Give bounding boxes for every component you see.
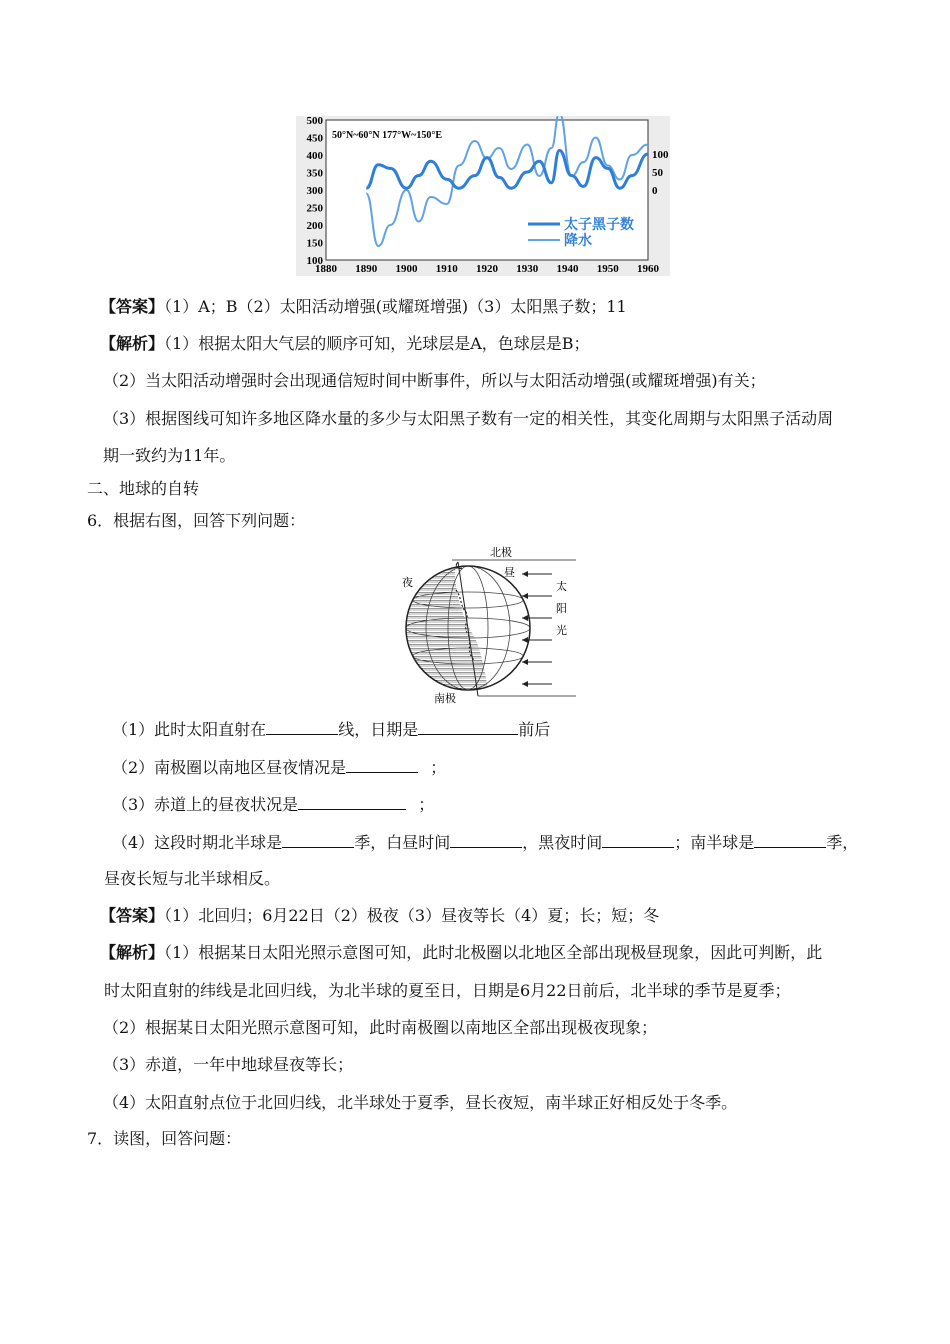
sunlight-label-1: 太 xyxy=(556,581,567,593)
legend-label-precipitation: 降水 xyxy=(564,234,592,249)
blank-field[interactable] xyxy=(602,831,674,848)
q6-sub2 xyxy=(112,756,446,779)
x-tick-label: 1940 xyxy=(556,263,579,275)
q6-analysis-1b: 时太阳直射的纬线是北回归线，为北半球的夏至日，日期是6月22日前后，北半球的季节是夏季； xyxy=(104,981,791,1000)
q6-sub1-text-b: 线，日期是 xyxy=(338,720,419,739)
analysis-text: （1）根据某日太阳光照示意图可知，此时北极圈以北地区全部出现极昼现象，因此可判断，此 xyxy=(164,943,823,962)
x-tick-label: 1950 xyxy=(596,263,619,275)
south-pole-label: 南极 xyxy=(434,693,456,705)
analysis-tag: 【解析】 xyxy=(100,334,165,353)
q6-sub3-text-a: （3）赤道上的昼夜状况是 xyxy=(112,795,299,814)
x-tick-label: 1960 xyxy=(637,263,659,275)
night-label: 夜 xyxy=(402,577,413,589)
blank-field[interactable] xyxy=(418,718,518,735)
q6-sub4-text-b: 季，白昼时间 xyxy=(354,833,451,852)
q6-sub4-text-e: 季， xyxy=(826,833,859,852)
q6-sub2-text-b: ； xyxy=(430,758,447,777)
left-tick-label: 150 xyxy=(306,237,323,250)
q7-stem: 7．读图，回答问题： xyxy=(87,1129,242,1148)
q6-sub1 xyxy=(112,718,550,741)
sunlight-label-3: 光 xyxy=(556,625,567,637)
x-tick-label: 1880 xyxy=(315,263,337,275)
blank-field[interactable] xyxy=(346,756,418,773)
blank-field[interactable] xyxy=(266,718,338,735)
section-title: 二、地球的自转 xyxy=(87,479,200,498)
q6-sub3 xyxy=(112,793,434,816)
q6-sub1-text-c: 前后 xyxy=(518,720,551,739)
arrow-head xyxy=(522,571,528,577)
legend-label-sunspot: 太子黑子数 xyxy=(564,218,634,233)
q6-sub4-text-d: ；南半球是 xyxy=(674,833,755,852)
q6-sub1-text-a: （1）此时太阳直射在 xyxy=(112,720,267,739)
q6-sub3-text-b: ； xyxy=(418,795,435,814)
day-label: 昼 xyxy=(504,567,515,579)
blank-field[interactable] xyxy=(298,793,406,810)
q5-analysis-3b: 期一致约为11年。 xyxy=(103,446,236,465)
q6-analysis-1a xyxy=(100,942,822,964)
x-tick-label: 1900 xyxy=(395,263,418,275)
answer-tag: 【答案】 xyxy=(100,906,165,925)
sunlight-label-2: 阳 xyxy=(556,603,567,615)
q6-sub4 xyxy=(112,831,858,854)
blank-field[interactable] xyxy=(282,831,354,848)
left-axis-ticks xyxy=(307,116,324,267)
q6-answer xyxy=(100,905,659,927)
analysis-tag: 【解析】 xyxy=(100,943,165,962)
q6-sub4-continued: 昼夜长短与北半球相反。 xyxy=(104,869,281,888)
answer-tag: 【答案】 xyxy=(100,297,165,316)
x-tick-label: 1930 xyxy=(516,263,539,275)
x-axis-ticks xyxy=(315,263,660,275)
x-tick-label: 1910 xyxy=(435,263,458,275)
q6-stem: 6．根据右图，回答下列问题： xyxy=(87,511,306,530)
q6-sub4-text-c: ，黑夜时间 xyxy=(522,833,603,852)
analysis-text: （1）根据太阳大气层的顺序可知，光球层是A，色球层是B； xyxy=(164,334,590,353)
north-pole-label: 北极 xyxy=(490,547,512,559)
right-tick-label: 50 xyxy=(652,167,663,179)
left-tick-label: 350 xyxy=(306,167,323,180)
x-tick-label: 1920 xyxy=(476,263,498,275)
left-tick-label: 200 xyxy=(306,220,323,232)
left-tick-label: 450 xyxy=(306,132,323,145)
arrow-head xyxy=(522,659,528,665)
left-tick-label: 400 xyxy=(306,150,323,162)
x-tick-label: 1890 xyxy=(355,263,378,275)
q6-analysis-2: （2）根据某日太阳光照示意图可知，此时南极圈以南地区全部出现极夜现象； xyxy=(103,1018,658,1037)
q6-analysis-3: （3）赤道，一年中地球昼夜等长； xyxy=(103,1055,354,1074)
right-tick-label: 0 xyxy=(652,185,658,197)
region-label: 50°N~60°N 177°W~150°E xyxy=(332,130,443,141)
q5-analysis-2: （2）当太阳活动增强时会出现通信短时间中断事件，所以与太阳活动增强(或耀斑增强)有关； xyxy=(103,371,766,390)
right-tick-label: 100 xyxy=(652,149,669,161)
q5-analysis-3a: （3）根据图线可知许多地区降水量的多少与太阳黑子数有一定的相关性，其变化周期与太阳黑子活动周 xyxy=(103,409,834,428)
q6-analysis-4: （4）太阳直射点位于北回归线，北半球处于夏季，昼长夜短，南半球正好相反处于冬季。 xyxy=(103,1093,738,1112)
answer-text: （1）A；B（2）太阳活动增强(或耀斑增强)（3）太阳黑子数；11 xyxy=(164,297,627,316)
globe-illumination-diagram xyxy=(396,540,576,710)
q5-answer xyxy=(100,296,627,318)
arrow-head xyxy=(522,681,528,687)
answer-text: （1）北回归；6月22日（2）极夜（3）昼夜等长（4）夏；长；短；冬 xyxy=(164,906,660,925)
left-tick-label: 500 xyxy=(306,116,323,127)
blank-field[interactable] xyxy=(754,831,826,848)
left-tick-label: 250 xyxy=(306,202,323,215)
q6-sub4-text-a: （4）这段时期北半球是 xyxy=(112,833,283,852)
left-tick-label: 300 xyxy=(306,185,323,197)
blank-field[interactable] xyxy=(450,831,522,848)
sunspot-precipitation-chart xyxy=(296,116,670,276)
q5-analysis-1 xyxy=(100,333,590,355)
left-tick-label: 100 xyxy=(306,255,323,267)
q6-sub2-text-a: （2）南极圈以南地区昼夜情况是 xyxy=(112,758,347,777)
